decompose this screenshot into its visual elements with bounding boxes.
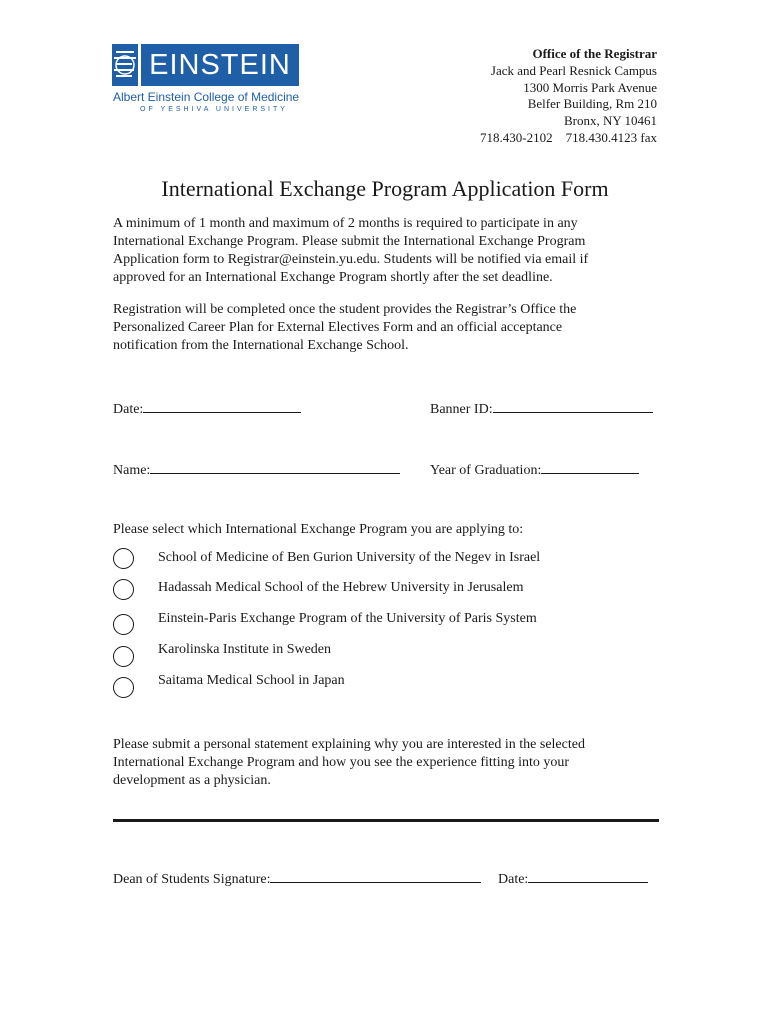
dean-signature-input-line[interactable] <box>270 868 481 883</box>
program-radio[interactable] <box>113 579 134 600</box>
statement-line: development as a physician. <box>113 773 271 788</box>
signature-date-input-line[interactable] <box>528 868 648 883</box>
dean-signature-field <box>113 868 481 888</box>
graduation-year-field <box>430 459 639 479</box>
logo-subtitle: Albert Einstein College of Medicine <box>113 90 300 104</box>
registration-line: Personalized Career Plan for External Electives Form and an official acceptance <box>113 320 563 335</box>
intro-line: approved for an International Exchange Program shortly after the set deadline. <box>113 270 553 285</box>
dean-signature-label: Dean of Students Signature: <box>113 872 271 887</box>
program-option-label: Saitama Medical School in Japan <box>158 673 345 688</box>
registrar-address-block <box>480 46 657 147</box>
contact-numbers <box>480 130 657 147</box>
registration-line: notification from the International Exchange School. <box>113 338 409 353</box>
form-title: International Exchange Program Application Form <box>161 176 609 201</box>
intro-line: A minimum of 1 month and maximum of 2 months is required to participate in any <box>113 216 578 231</box>
program-option-label: Karolinska Institute in Sweden <box>158 642 332 657</box>
banner-id-label: Banner ID: <box>430 402 493 417</box>
intro-line: International Exchange Program. Please submit the International Exchange Program <box>113 234 586 249</box>
program-option-label: Hadassah Medical School of the Hebrew University in Jerusalem <box>158 580 524 595</box>
intro-line: Application form to Registrar@einstein.yu.edu. Students will be notified via email if <box>113 252 589 267</box>
einstein-logo <box>112 44 302 116</box>
date-field <box>113 398 301 418</box>
name-label: Name: <box>113 463 151 478</box>
date-label: Date: <box>113 402 144 417</box>
statement-line: International Exchange Program and how you see the experience fitting into your <box>113 755 570 770</box>
statement-line: Please submit a personal statement explaining why you are interested in the selected <box>113 737 585 752</box>
city-address: Bronx, NY 10461 <box>563 113 657 129</box>
program-radio[interactable] <box>113 548 134 569</box>
einstein-emblem-icon <box>112 44 138 86</box>
campus-name: Jack and Pearl Resnick Campus <box>490 62 657 78</box>
program-option-label: Einstein-Paris Exchange Program of the University of Paris System <box>158 611 537 626</box>
building-address: Belfer Building, Rm 210 <box>527 96 657 112</box>
graduation-year-label: Year of Graduation: <box>430 463 542 478</box>
graduation-year-input-line[interactable] <box>541 459 639 474</box>
street-address: 1300 Morris Park Avenue <box>523 79 657 95</box>
name-field <box>113 459 400 479</box>
program-radio[interactable] <box>113 646 134 667</box>
statement-paragraph <box>113 736 658 790</box>
name-input-line[interactable] <box>150 459 400 474</box>
date-input-line[interactable] <box>143 398 301 413</box>
logo-subtitle-university: OF YESHIVA UNIVERSITY <box>140 106 288 113</box>
office-title: Office of the Registrar <box>532 46 657 61</box>
banner-id-field <box>430 398 653 418</box>
registration-paragraph <box>113 301 658 355</box>
statement-divider <box>113 819 659 822</box>
phone-number: 718.430-2102 <box>480 129 553 145</box>
program-select-prompt: Please select which International Exchange Program you are applying to: <box>113 522 524 537</box>
program-radio[interactable] <box>113 677 134 698</box>
banner-id-input-line[interactable] <box>493 398 653 413</box>
signature-date-field <box>498 868 648 888</box>
fax-number: 718.430.4123 fax <box>565 129 657 145</box>
registration-line: Registration will be completed once the student provides the Registrar’s Office the <box>113 302 577 317</box>
program-option-label: School of Medicine of Ben Gurion University of the Negev in Israel <box>158 550 541 565</box>
signature-date-label: Date: <box>498 872 529 887</box>
program-radio[interactable] <box>113 614 134 635</box>
logo-wordmark: EINSTEIN <box>141 44 299 86</box>
intro-paragraph <box>113 215 658 287</box>
